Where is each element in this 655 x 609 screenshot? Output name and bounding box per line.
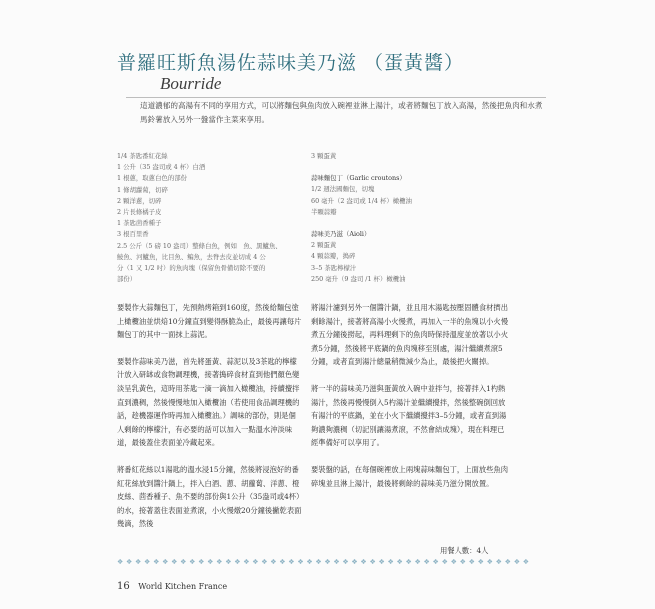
ornament-icon: ❖ [252,558,259,566]
ornament-icon: ❖ [378,558,385,566]
ingredient-line: 1 根蔥，取蔥白色的部份 [117,174,188,183]
ingredient-line: 2.5 公斤（5 磅 10 盎司）整條白魚，例如 魚、黑鱸魚、 [117,241,282,250]
ingredient-line: 部份） [117,275,137,284]
ingredient-line: 3 根百里香 [117,230,149,239]
ingredient-line: 半顆蒜瓣 [311,207,337,216]
ornament-icon: ❖ [513,558,520,566]
decorative-border [117,557,529,567]
ingredient-line: 2 顆洋蔥，切碎 [117,196,162,205]
ornament-icon: ❖ [135,558,142,566]
ornament-icon: ❖ [324,558,331,566]
title-divider [126,97,546,98]
method-paragraph: 要裝盤的話，在每個碗裡放上兩塊蒜味麵包丁，上面放些魚肉碎塊並且淋上湯汁，最後將剩餘的蒜味美乃滋分開放置。 [311,464,509,488]
ornament-icon: ❖ [180,558,187,566]
ornament-icon: ❖ [171,558,178,566]
method-paragraph: 將一半的蒜味美乃滋與蛋黃放入碗中並拌勻，接著拌入1杓熱湯汁，然後再慢慢倒入5杓湯汁並繼續攪拌，然後整碗倒回放有湯汁的平底鍋，並在小火下繼續攪拌3–5分鐘，或者直到湯夠濃夠濃稠（切記別讓湯煮滾，不然會結成塊），現在料理已經準備好可以享用了。 [311,383,507,448]
ornament-icon: ❖ [396,558,403,566]
ingredient-line: 3–5 茶匙檸檬汁 [311,263,357,272]
ornament-icon: ❖ [387,558,394,566]
method-left-column [117,301,302,544]
ornament-icon: ❖ [477,558,484,566]
ornament-icon: ❖ [216,558,223,566]
ornament-icon: ❖ [342,558,349,566]
ornament-icon: ❖ [279,558,286,566]
ingredient-line: 1 茶匙茴香種子 [117,219,162,228]
ornament-icon: ❖ [225,558,232,566]
recipe-intro: 這道濃郁的高湯有不同的享用方式，可以將麵包與魚肉放入碗裡並淋上湯汁，或者將麵包丁放入高湯，然後把魚肉和水煮馬鈴薯放入另外一盤當作主菜來享用。 [140,101,543,124]
ornament-icon: ❖ [243,558,250,566]
ingredient-line: 250 毫升（9 盎司 /1 杯）橄欖油 [311,274,406,283]
page-footer [117,581,227,592]
ornament-icon: ❖ [261,558,268,566]
method-paragraph: 要製作大蒜麵包丁，先預熱烤箱到160度，然後給麵包塗上橄欖油並烘焙10分鐘直到變得酥脆為止，最後再讓每片麵包丁的其中一面抹上蒜泥。 [117,303,302,340]
ornament-icon: ❖ [234,558,241,566]
ornament-icon: ❖ [486,558,493,566]
ingredient-line: 1/2 週法國麵包，切塊 [311,185,375,194]
ornament-icon: ❖ [306,558,313,566]
ingredient-line: 分（1 又 1/2 吋）的魚肉塊（保留魚骨備切除不要的 [117,264,266,273]
method-right-column [311,301,509,503]
ornament-icon: ❖ [333,558,340,566]
ornament-icon: ❖ [522,558,529,566]
ornament-icon: ❖ [423,558,430,566]
ornament-icon: ❖ [414,558,421,566]
book-title: World Kitchen France [138,582,228,591]
ornament-icon: ❖ [270,558,277,566]
ingredient-line: 1/4 茶匙番紅花絲 [117,152,168,160]
ornament-icon: ❖ [162,558,169,566]
ornament-icon: ❖ [153,558,160,566]
ornament-icon: ❖ [504,558,511,566]
ornament-icon: ❖ [117,558,124,566]
ornament-icon: ❖ [360,558,367,566]
ornament-icon: ❖ [288,558,295,566]
method-paragraph: 將湯汁濾到另外一個醬汁鍋，並且用木湯匙按壓固體食材擠出剩餘湯汁，接著將高湯小火慢煮，再加入一半的魚塊以小火慢煮五分鐘後撈起，再料理剩下的魚肉時保持溫度並放著以小火煮5分鐘，然後將平底鍋的魚肉塊移至別處，湯汁繼續煮滾5分鐘，或者直到湯汁總量稍微減少為止，最後把火關掉。 [311,303,509,367]
serving-size: 用餐人數：4人 [440,546,489,555]
ornament-icon: ❖ [495,558,502,566]
ornament-icon: ❖ [126,558,133,566]
ornament-icon: ❖ [468,558,475,566]
page-number: 16 [117,581,130,592]
ornament-icon: ❖ [441,558,448,566]
ornament-icon: ❖ [459,558,466,566]
ornament-icon: ❖ [432,558,439,566]
ornament-icon: ❖ [207,558,214,566]
ornament-icon: ❖ [450,558,457,566]
ornament-icon: ❖ [198,558,205,566]
ingredient-line: 4 顆蒜瓣，搗碎 [311,252,356,261]
ornament-icon: ❖ [144,558,151,566]
ingredient-line: 鮟魚、河鱸魚，比目魚、鳊魚，去脊去皮並切成 4 公 [117,252,266,261]
method-paragraph: 要製作蒜味美乃滋，首先將蛋黃、蒜泥以及3茶匙的檸檬汁放入研缽或食物調理機，接著搗碎食材直到他們顏色變淡呈乳黃色，這時用茶匙一滴一滴加入橄欖油，持續攪拌直到濃稠，然後慢慢地加入橄欖油（若使用食品調理機的話，趁機器運作時再加入橄欖油。）調味的部份，則是個人剩餘的檸檬汁，有必要的話可以加入一點溫水沖淡味道，最後蓋住表面並冷藏起來。 [117,356,300,448]
croutons-heading: 蒜味麵包丁（Garlic croutons） [311,174,406,183]
recipe-subtitle: Bourride [160,74,222,93]
method-paragraph: 將番紅花絲以1湯匙的溫水浸15分鐘，然後將浸泡好的番紅花絲放到醬汁鍋上，拌入白酒、蔥、胡蘿蔔、洋蔥、橙皮絲、茴香種子、魚不要的部份與1公升（35盎司或4杯）的水，接著蓋住表面並煮滾，小火慢燉20分鐘後撇乾表面幾滴，然後 [117,464,302,529]
ornament-icon: ❖ [369,558,376,566]
ingredient-line: 1 條胡蘿蔔，切碎 [117,185,168,194]
ingredient-line: 3 顆蛋黃 [311,152,337,160]
ingredient-line: 1 公升（35 盎司或 4 杯）白酒 [117,163,206,172]
aioli-heading: 蒜味美乃滋（Aioli） [311,230,371,239]
ingredient-line: 60 毫升（2 盎司或 1/4 杯）橄欖油 [311,196,412,205]
ornament-icon: ❖ [405,558,412,566]
ingredients-right-column [311,151,531,285]
ingredient-line: 2 顆蛋黃 [311,241,337,250]
recipe-title: 普羅旺斯魚湯佐蒜味美乃滋 （蛋黃醬） [117,52,465,74]
ornament-icon: ❖ [315,558,322,566]
ornament-icon: ❖ [297,558,304,566]
ornament-icon: ❖ [351,558,358,566]
ingredients-left-column [117,151,303,285]
ingredient-line: 2 片長條橘子皮 [117,208,162,217]
ornament-icon: ❖ [189,558,196,566]
